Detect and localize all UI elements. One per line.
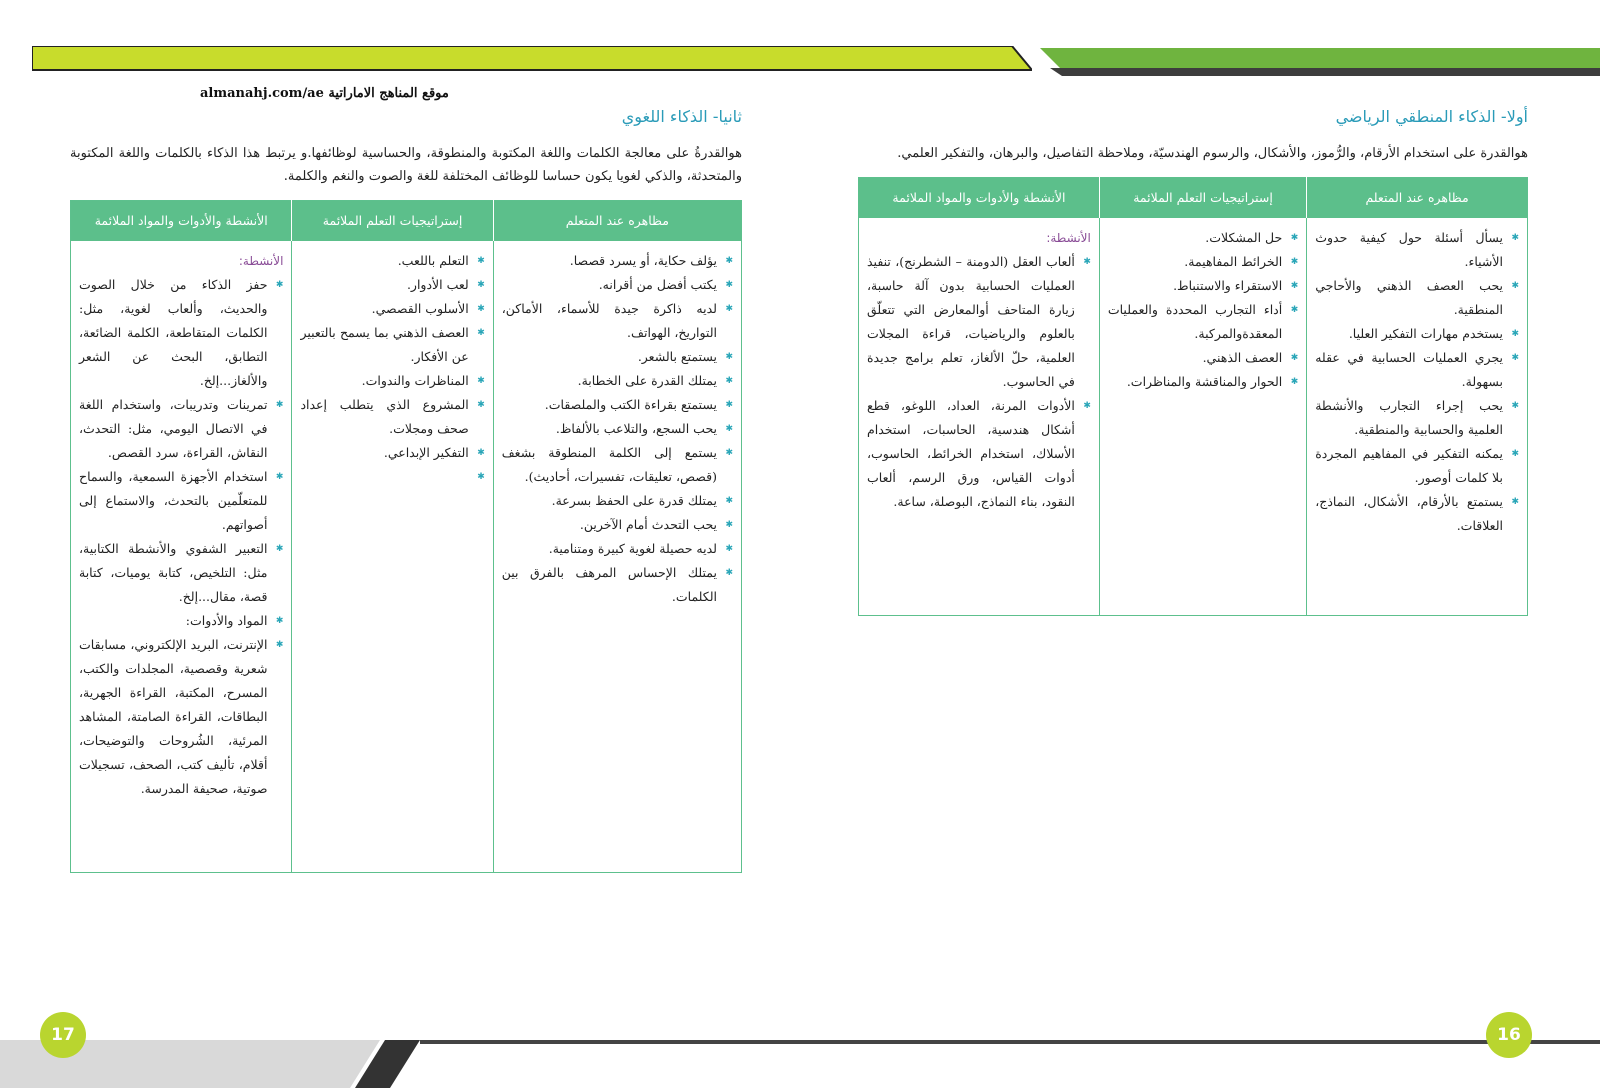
page-16 bbox=[858, 106, 1528, 616]
list-item: ✱ العصف الذهني بما يسمح بالتعبير عن الأفكار. bbox=[300, 321, 484, 369]
header-strategies: إستراتيجيات التعلم الملائمة bbox=[1099, 178, 1306, 218]
traits-column bbox=[1307, 218, 1528, 616]
bottom-band bbox=[0, 1040, 1600, 1088]
list-item: ✱ الاستقراء والاستنباط. bbox=[1108, 274, 1298, 298]
list-item: ✱ ألعاب العقل (الدومنة – الشطرنج)، تنفيذ العمليات الحسابية بدون آلة حاسبة، زيارة المتاحف أوالمعارض التي تتعلّق بالعلوم والرياضيات، قراءة المجلات العلمية، حلّ الألغاز، تعلم برامج جديدة في الحاسوب. bbox=[867, 250, 1091, 394]
list-item: ✱ حفز الذكاء من خلال الصوت والحديث، وألعاب لغوية، مثل: الكلمات المتقاطعة، الكلمة الضائعة، التطابق، البحث عن الشعر والألغاز...إلخ. bbox=[79, 273, 283, 393]
empty-list-item bbox=[300, 465, 484, 489]
list-item: ✱ المشروع الذي يتطلب إعداد صحف ومجلات. bbox=[300, 393, 484, 441]
list-item: ✱ يستمتع بقراءة الكتب والملصقات. bbox=[502, 393, 733, 417]
intro-linguistic: هوالقدرةُ على معالجة الكلمات واللغة المكتوبة والمنطوقة، والحساسية لوظائفها.و يرتبط هذا الذكاء بالكلمات واللغة المكتوبة والمتحدثة، والذكي لغويا يكون حساسا للوظائف المختلفة للغة والصوت والنغم والكلمة. bbox=[70, 146, 742, 184]
list-item: ✱ الأسلوب القصصي. bbox=[300, 297, 484, 321]
list-item: ✱ لعب الأدوار. bbox=[300, 273, 484, 297]
header-learner-traits: مظاهره عند المتعلم bbox=[493, 201, 741, 241]
list-item: ✱ يسأل أسئلة حول كيفية حدوث الأشياء. bbox=[1315, 226, 1519, 274]
list-item: ✱ يمتلك القدرة على الخطابة. bbox=[502, 369, 733, 393]
traits-column bbox=[493, 241, 741, 873]
list-item: ✱ يمتلك الإحساس المرهف بالفرق بين الكلمات. bbox=[502, 561, 733, 609]
list-item: ✱ الأدوات المرنة، العداد، اللوغو، قطع أشكال هندسية، الحاسبات، استخدام الأسلاك، استخدام الخرائط، الحاسوب، أدوات القياس، ورق الرسم، ألعاب النقود، بناء النماذج، البوصلة، ساعة. bbox=[867, 394, 1091, 514]
list-item: ✱ المناظرات والندوات. bbox=[300, 369, 484, 393]
header-activities: الأنشطة والأدوات والمواد الملائمة bbox=[859, 178, 1100, 218]
top-band-lime bbox=[32, 46, 1032, 72]
list-item: ✱ يحب السجع، والتلاعب بالألفاظ. bbox=[502, 417, 733, 441]
list-item: ✱ الإنترنت، البريد الإلكتروني، مسابقات شعرية وقصصية، المجلدات والكتب، المسرح، المكتبة، القراءة الجهرية، البطاقات، القراءة الصامتة، المشاهد المرئية، الشُروحات والتوضيحات، أقلام، تأليف كتب، الصحف، تسجيلات صوتية، صحيفة المدرسة. bbox=[79, 633, 283, 801]
list-item: ✱ الخرائط المفاهيمة. bbox=[1108, 250, 1298, 274]
list-item: ✱ الحوار والمناقشة والمناظرات. bbox=[1108, 370, 1298, 394]
list-item: ✱ تمرينات وتدريبات، واستخدام اللغة في الاتصال اليومي، مثل: التحدث، النقاش، القراءة، سرد القصص. bbox=[79, 393, 283, 465]
list-item: ✱ يحب التحدث أمام الآخرين. bbox=[502, 513, 733, 537]
top-band-green bbox=[1040, 46, 1600, 80]
activities-subheading: الأنشطة: bbox=[1046, 230, 1091, 245]
page-number-17: 17 bbox=[40, 1012, 86, 1058]
activities-column bbox=[71, 241, 292, 873]
list-item: ✱ يجري العمليات الحسابية في عقله بسهولة. bbox=[1315, 346, 1519, 394]
materials-subheading: ✱ المواد والأدوات: bbox=[79, 609, 283, 633]
list-item: ✱ يمتلك قدرة على الحفظ بسرعة. bbox=[502, 489, 733, 513]
list-item: ✱ يحب العصف الذهني والأحاجي المنطقية. bbox=[1315, 274, 1519, 322]
list-item: ✱ يستمع إلى الكلمة المنطوقة بشغف (قصص، تعليقات، تفسيرات، أحاديث). bbox=[502, 441, 733, 489]
list-item: ✱ حل المشكلات. bbox=[1108, 226, 1298, 250]
list-item: ✱ العصف الذهني. bbox=[1108, 346, 1298, 370]
linguistic-table bbox=[70, 200, 742, 873]
list-item: ✱ يستمتع بالأرقام، الأشكال، النماذج، العلاقات. bbox=[1315, 490, 1519, 538]
list-item: ✱ يستمتع بالشعر. bbox=[502, 345, 733, 369]
strategies-column bbox=[1099, 218, 1306, 616]
section-title-logical: أولا- الذكاء المنطقي الرياضي bbox=[1335, 107, 1528, 126]
list-item: ✱ التعبير الشفوي والأنشطة الكتابية، مثل: التلخيص، كتابة يوميات، كتابة قصة، مقال...إلخ. bbox=[79, 537, 283, 609]
list-item: ✱ التعلم باللعب. bbox=[300, 249, 484, 273]
list-item: ✱ يستخدم مهارات التفكير العليا. bbox=[1315, 322, 1519, 346]
list-item: ✱ لديه ذاكرة جيدة للأسماء، الأماكن، التواريخ، الهواتف. bbox=[502, 297, 733, 345]
section-title-linguistic: ثانيا- الذكاء اللغوي bbox=[621, 107, 742, 126]
list-item: ✱ يمكنه التفكير في المفاهيم المجردة بلا كلمات أوصور. bbox=[1315, 442, 1519, 490]
logical-table bbox=[858, 177, 1528, 616]
list-item: ✱ استخدام الأجهزة السمعية، والسماح للمتعلّمين بالتحدث، والاستماع إلى أصواتهم. bbox=[79, 465, 283, 537]
page-17 bbox=[70, 106, 742, 873]
site-header[interactable]: almanahj.com/ae موقع المناهج الاماراتية bbox=[200, 86, 449, 101]
page-number-16: 16 bbox=[1486, 1012, 1532, 1058]
list-item: ✱ يكتب أفضل من أقرانه. bbox=[502, 273, 733, 297]
header-strategies: إستراتيجيات التعلم الملائمة bbox=[292, 201, 493, 241]
list-item: ✱ يحب إجراء التجارب والأنشطة العلمية والحسابية والمنطقية. bbox=[1315, 394, 1519, 442]
intro-logical: هوالقدرة على استخدام الأرقام، والرُّموز، والأشكال، والرسوم الهندسيّة، وملاحظة التفاصيل، والبرهان، والتفكير العلمي. bbox=[897, 146, 1528, 161]
header-activities: الأنشطة والأدوات والمواد الملائمة bbox=[71, 201, 292, 241]
strategies-column bbox=[292, 241, 493, 873]
list-item: ✱ أداء التجارب المحددة والعمليات المعقدةوالمركبة. bbox=[1108, 298, 1298, 346]
activities-column bbox=[859, 218, 1100, 616]
header-learner-traits: مظاهره عند المتعلم bbox=[1307, 178, 1528, 218]
activities-subheading: الأنشطة: bbox=[238, 253, 284, 268]
list-item: ✱ التفكير الإبداعي. bbox=[300, 441, 484, 465]
list-item: ✱ لديه حصيلة لغوية كبيرة ومتنامية. bbox=[502, 537, 733, 561]
list-item: ✱ يؤلف حكاية، أو يسرد قصصا. bbox=[502, 249, 733, 273]
